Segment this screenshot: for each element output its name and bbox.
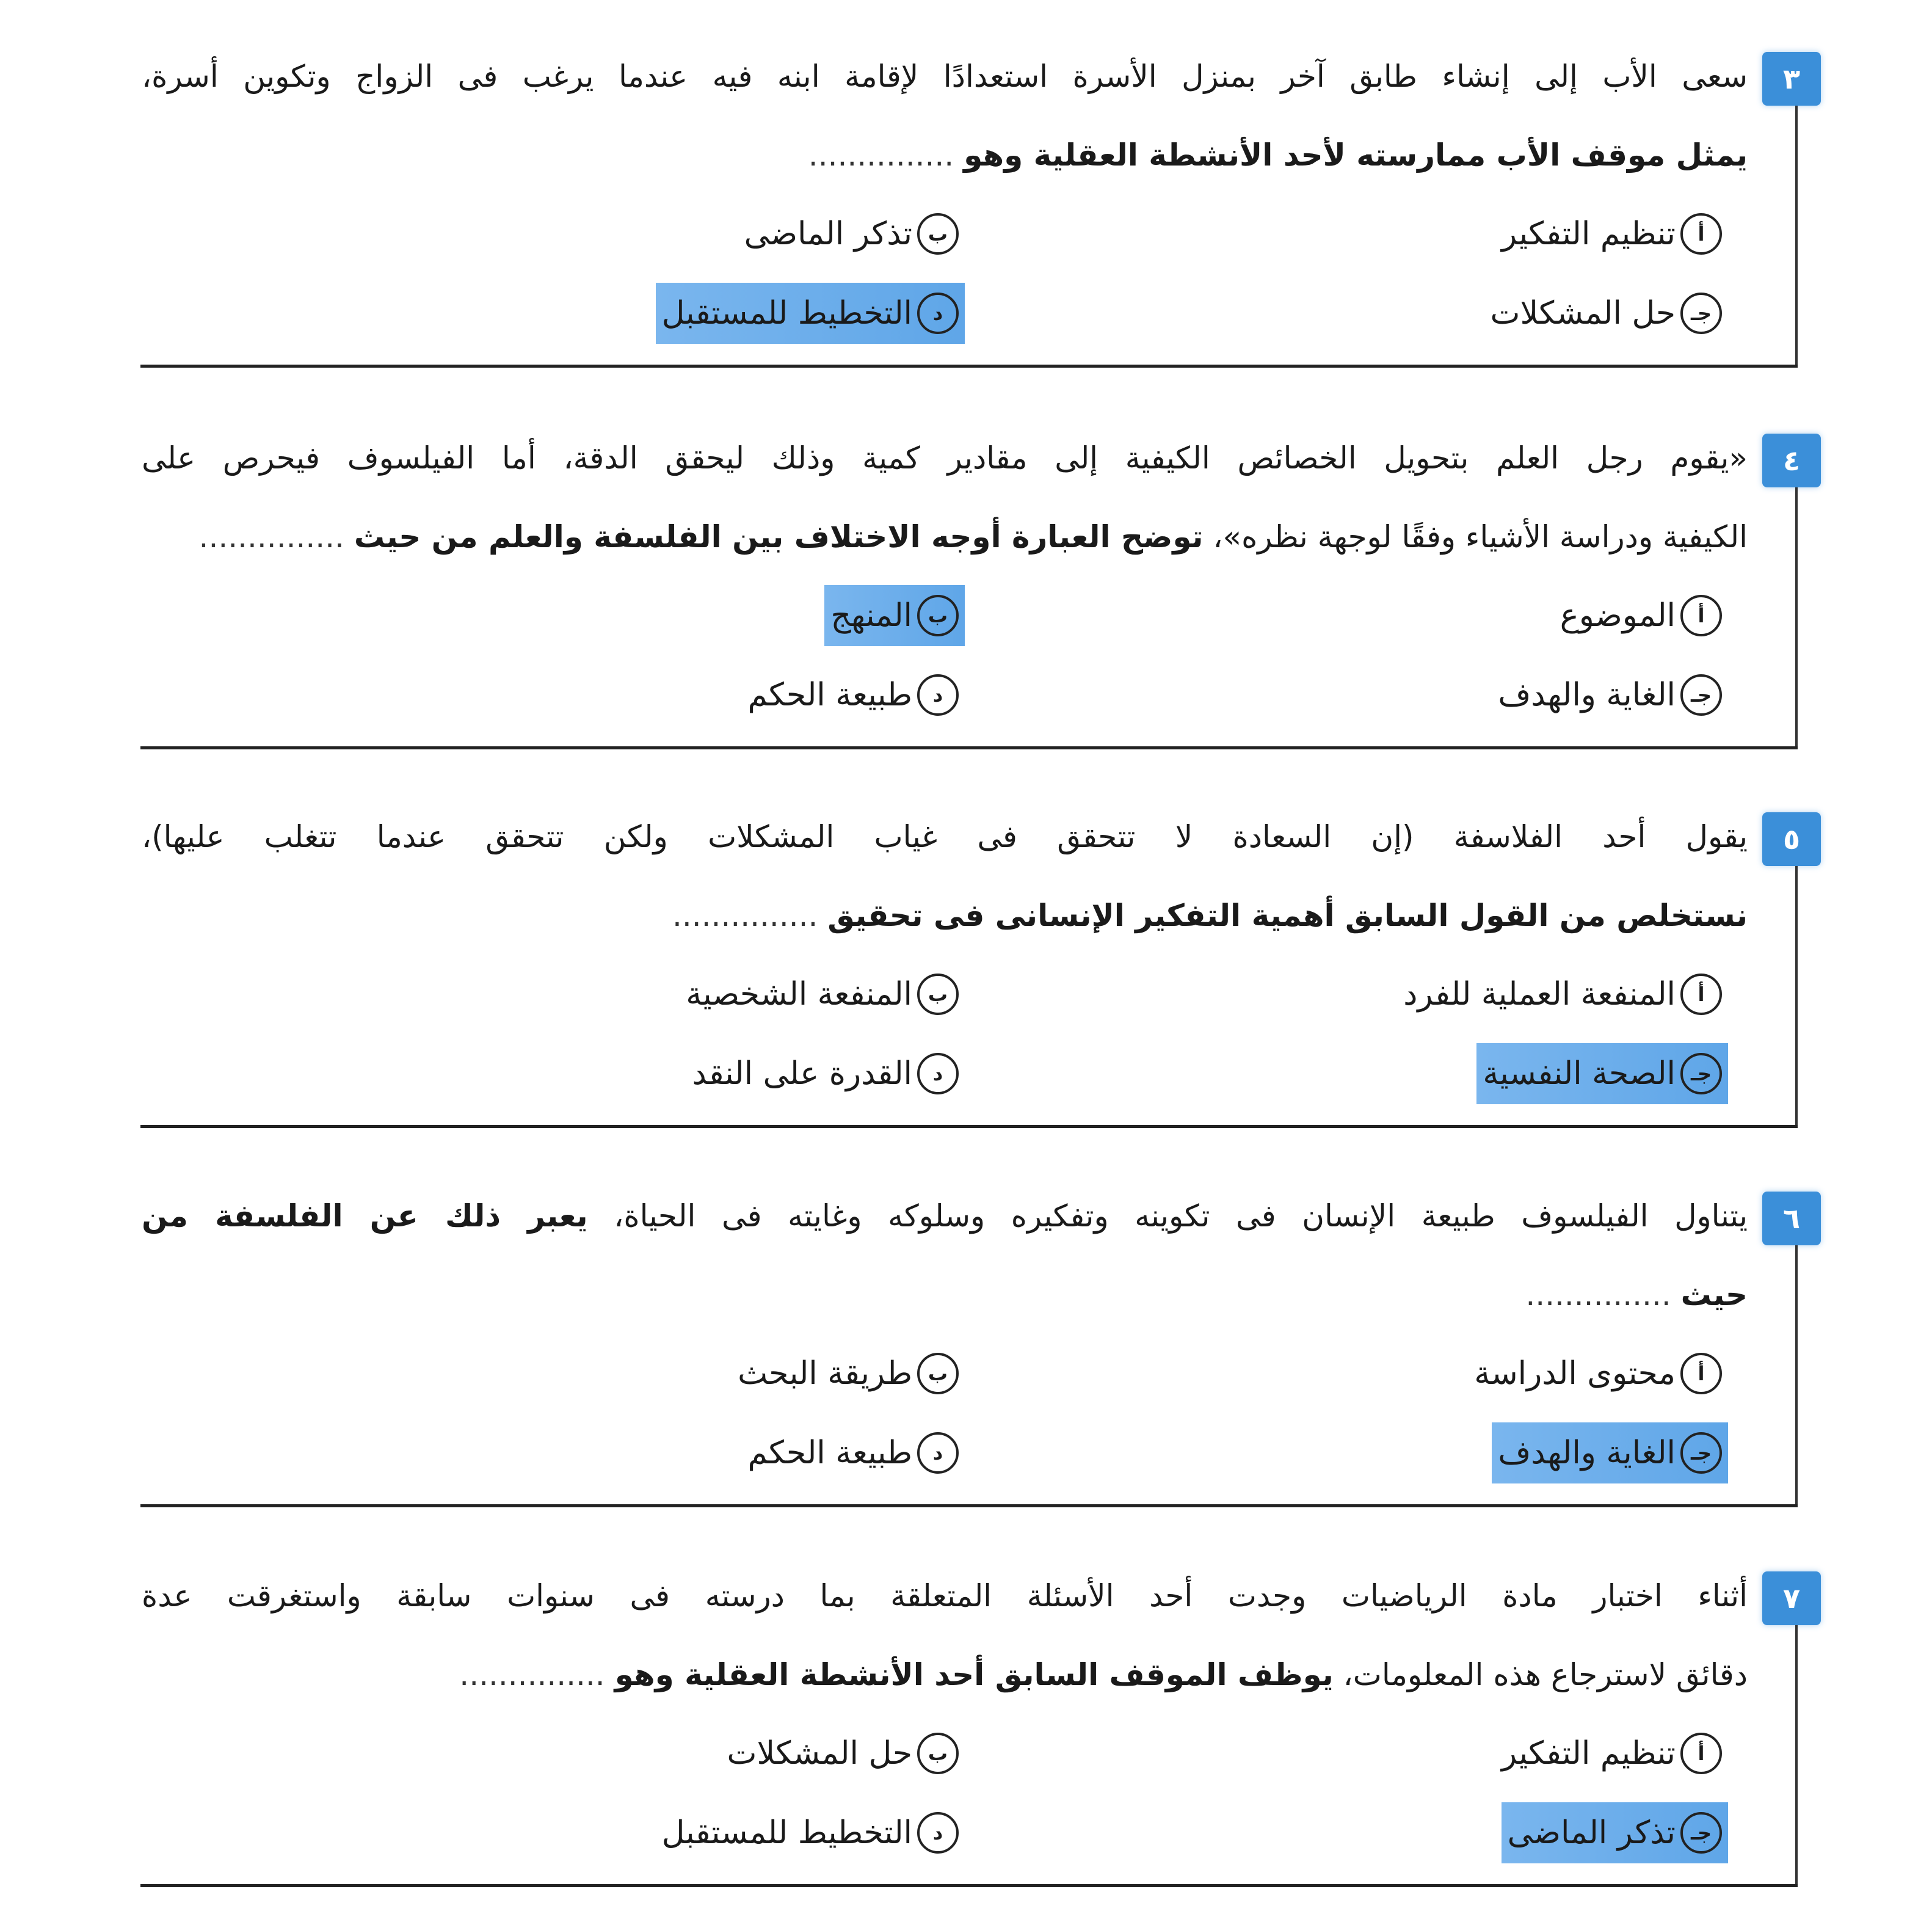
- question-text-segment: يوظف الموقف السابق أحد الأنشطة العقلية وهو: [614, 1657, 1334, 1692]
- option-letter-circle: د: [917, 674, 959, 716]
- option-text: المنفعة العملية للفرد: [1403, 976, 1676, 1013]
- answer-option[interactable]: [656, 283, 965, 344]
- question-text-line: [142, 434, 1748, 482]
- option-letter-circle: ب: [917, 974, 959, 1015]
- question-text-line: [142, 512, 1748, 561]
- option-letter-circle: أ: [1680, 1353, 1722, 1394]
- answer-option[interactable]: [732, 1343, 965, 1404]
- answer-option[interactable]: [656, 1802, 965, 1863]
- question-number-badge: ٧: [1762, 1571, 1821, 1625]
- question-text-line: [142, 1270, 1748, 1319]
- option-text: تنظيم التفكير: [1501, 216, 1676, 252]
- divider: [1795, 1625, 1798, 1887]
- question-number-badge: ٥: [1762, 812, 1821, 866]
- question-text-segment: يمثل موقف الأب ممارسته لأحد الأنشطة العقلية وهو: [964, 137, 1748, 173]
- divider: [140, 1125, 1798, 1128]
- divider: [1795, 866, 1798, 1127]
- question-text-line: [142, 1650, 1748, 1699]
- divider: [1795, 106, 1798, 367]
- answer-option[interactable]: [1502, 1802, 1728, 1863]
- option-text: طبيعة الحكم: [747, 1435, 912, 1471]
- question-text-segment: يتناول الفيلسوف طبيعة الإنسان فى تكوينه وتفكيره وسلوكه وغايته فى الحياة،: [587, 1198, 1748, 1234]
- option-text: المنفعة الشخصية: [686, 976, 912, 1013]
- answer-option[interactable]: [1492, 664, 1728, 726]
- answer-option[interactable]: [721, 1723, 965, 1784]
- option-text: الصحة النفسية: [1483, 1055, 1676, 1092]
- option-text: التخطيط للمستقبل: [661, 295, 912, 332]
- option-text: طريقة البحث: [738, 1355, 912, 1392]
- answer-option[interactable]: [742, 1422, 965, 1483]
- option-text: المنهج: [830, 597, 912, 634]
- answer-option[interactable]: [742, 664, 965, 726]
- option-text: الموضوع: [1560, 597, 1676, 634]
- answer-option[interactable]: [738, 203, 965, 264]
- answer-blank: ...............: [672, 898, 818, 933]
- answer-blank: ...............: [459, 1657, 605, 1692]
- option-letter-circle: ب: [917, 595, 959, 636]
- option-letter-circle: د: [917, 1812, 959, 1854]
- option-letter-circle: د: [917, 1432, 959, 1474]
- divider: [140, 1884, 1798, 1887]
- option-letter-circle: د: [917, 293, 959, 334]
- answer-option[interactable]: [824, 585, 965, 646]
- question-text-line: [142, 52, 1748, 101]
- answer-option[interactable]: [1468, 1343, 1728, 1404]
- question-block: [0, 431, 1932, 773]
- option-letter-circle: جـ: [1680, 293, 1722, 334]
- answer-option[interactable]: [1484, 283, 1729, 344]
- question-text-line: [142, 812, 1748, 861]
- divider: [1795, 1245, 1798, 1507]
- answer-blank: ...............: [198, 519, 344, 555]
- option-letter-circle: ب: [917, 213, 959, 255]
- option-letter-circle: جـ: [1680, 1053, 1722, 1094]
- question-text-segment: «يقوم رجل العلم بتحويل الخصائص الكيفية إلى مقادير كمية وذلك ليحقق الدقة، أما الفيلسوف فيحرص على: [142, 440, 1748, 476]
- question-block: [0, 1189, 1932, 1531]
- option-letter-circle: جـ: [1680, 1432, 1722, 1474]
- option-letter-circle: جـ: [1680, 1812, 1722, 1854]
- option-text: التخطيط للمستقبل: [661, 1815, 912, 1851]
- answer-option[interactable]: [1492, 1422, 1728, 1483]
- option-text: تنظيم التفكير: [1501, 1735, 1676, 1772]
- option-text: حل المشكلات: [1490, 295, 1676, 332]
- option-text: الغاية والهدف: [1498, 677, 1676, 713]
- question-block: [0, 1569, 1932, 1911]
- option-letter-circle: أ: [1680, 1733, 1722, 1774]
- answer-option[interactable]: [1495, 1723, 1728, 1784]
- question-text-line: [142, 1571, 1748, 1620]
- question-text-segment: سعى الأب إلى إنشاء طابق آخر بمنزل الأسرة استعدادًا لإقامة ابنه فيه عندما يرغب فى الزواج وتكوين أسرة،: [142, 59, 1748, 94]
- option-letter-circle: جـ: [1680, 674, 1722, 716]
- answer-option[interactable]: [680, 964, 965, 1025]
- option-text: الغاية والهدف: [1498, 1435, 1676, 1471]
- question-text-line: [142, 131, 1748, 180]
- option-letter-circle: ب: [917, 1733, 959, 1774]
- question-text-segment: الكيفية ودراسة الأشياء وفقًا لوجهة نظره»،: [1203, 519, 1748, 555]
- question-text-line: [142, 1192, 1748, 1240]
- question-text-segment: أثناء اختبار مادة الرياضيات وجدت أحد الأسئلة المتعلقة بما درسته فى سنوات سابقة واستغرقت عدة: [142, 1578, 1748, 1614]
- question-number-badge: ٦: [1762, 1192, 1821, 1245]
- answer-option[interactable]: [1554, 585, 1728, 646]
- option-text: حل المشكلات: [727, 1735, 912, 1772]
- question-text-segment: نستخلص من القول السابق أهمية التفكير الإنسانى فى تحقيق: [827, 898, 1748, 933]
- question-text-line: [142, 891, 1748, 940]
- question-text-segment: حيث: [1680, 1277, 1748, 1312]
- option-letter-circle: أ: [1680, 213, 1722, 255]
- answer-option[interactable]: [1397, 964, 1728, 1025]
- question-text-segment: توضح العبارة أوجه الاختلاف بين الفلسفة والعلم من حيث: [354, 519, 1204, 555]
- option-letter-circle: أ: [1680, 595, 1722, 636]
- option-text: تذكر الماضى: [744, 216, 912, 252]
- question-text-segment: يقول أحد الفلاسفة (إن السعادة لا تتحقق فى غياب المشكلات ولكن تتحقق عندما تتغلب عليها)،: [142, 819, 1748, 854]
- question-block: [0, 49, 1932, 391]
- divider: [1795, 487, 1798, 749]
- question-block: [0, 810, 1932, 1152]
- answer-option[interactable]: [1476, 1043, 1728, 1104]
- option-text: محتوى الدراسة: [1474, 1355, 1676, 1392]
- question-number-badge: ٤: [1762, 434, 1821, 487]
- option-text: القدرة على النقد: [692, 1055, 912, 1092]
- divider: [140, 1504, 1798, 1507]
- option-letter-circle: أ: [1680, 974, 1722, 1015]
- option-letter-circle: د: [917, 1053, 959, 1094]
- option-text: تذكر الماضى: [1507, 1815, 1676, 1851]
- option-text: طبيعة الحكم: [747, 677, 912, 713]
- divider: [140, 365, 1798, 368]
- answer-option[interactable]: [1495, 203, 1728, 264]
- option-letter-circle: ب: [917, 1353, 959, 1394]
- answer-blank: ...............: [1525, 1277, 1671, 1312]
- answer-option[interactable]: [686, 1043, 965, 1104]
- answer-blank: ...............: [808, 137, 954, 173]
- divider: [140, 746, 1798, 749]
- question-text-segment: يعبر ذلك عن الفلسفة من: [142, 1198, 588, 1234]
- question-number-badge: ٣: [1762, 52, 1821, 106]
- question-text-segment: دقائق لاسترجاع هذه المعلومات،: [1333, 1657, 1748, 1692]
